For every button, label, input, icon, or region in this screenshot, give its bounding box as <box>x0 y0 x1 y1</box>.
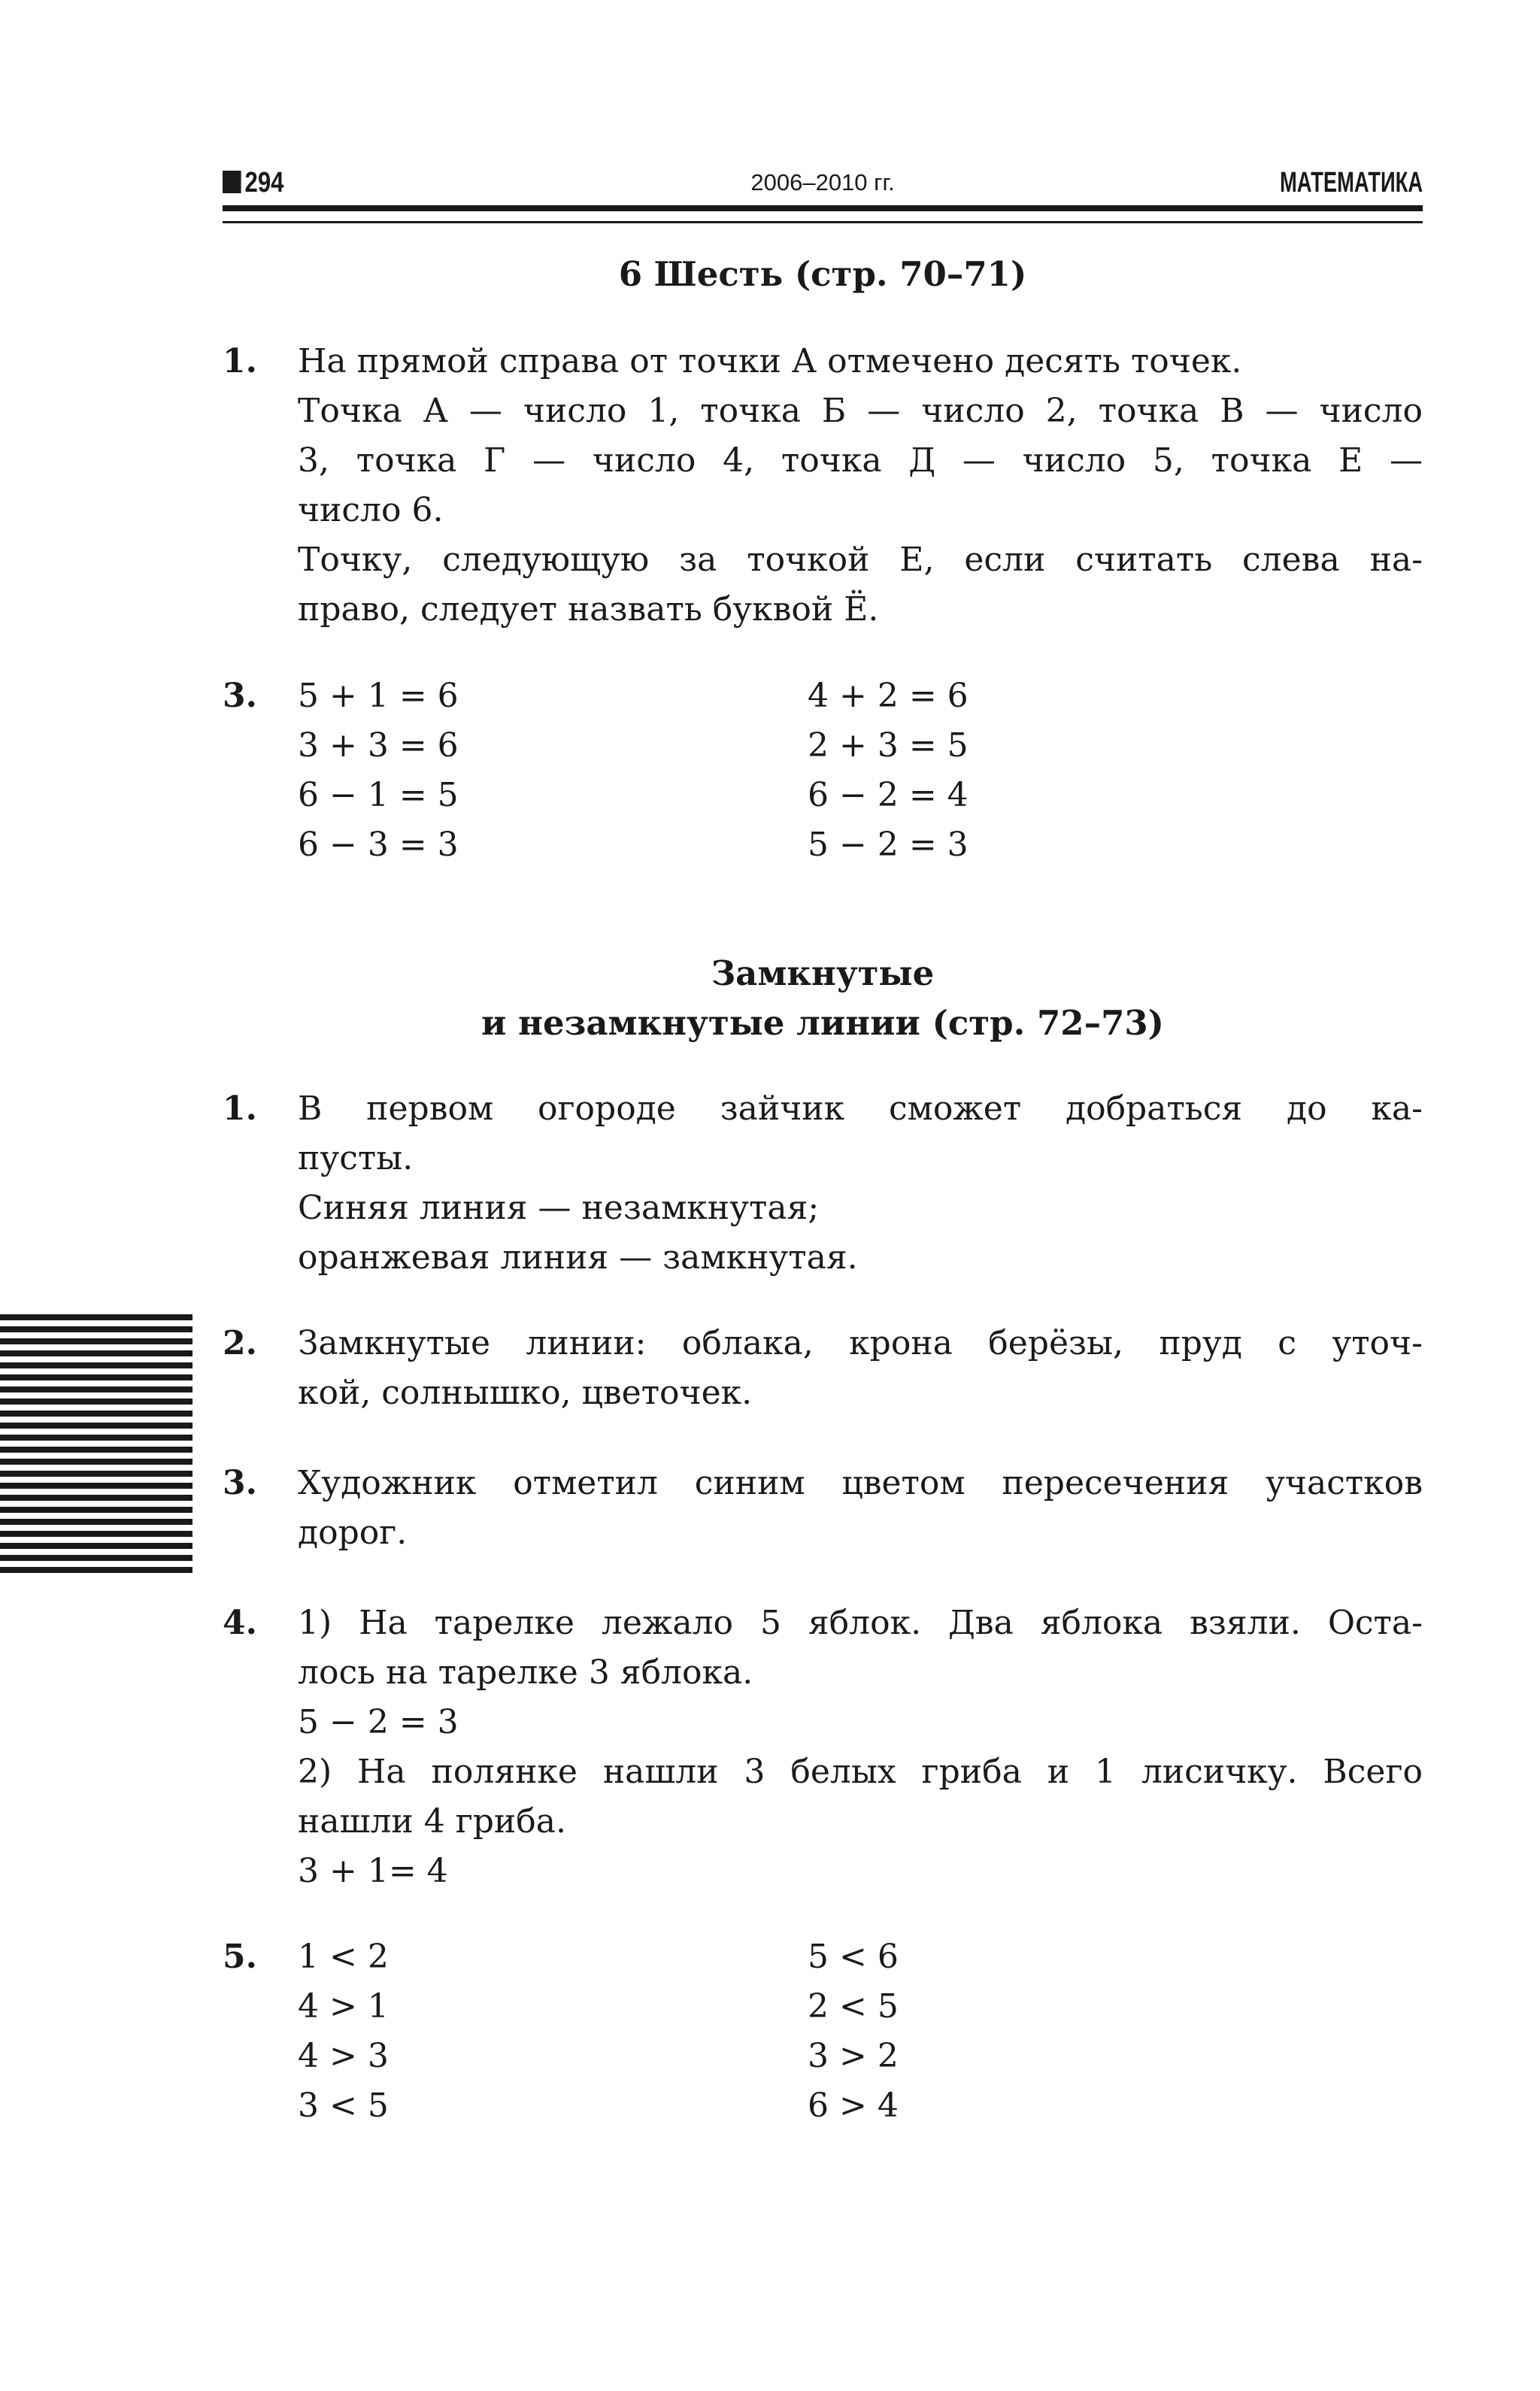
comparison: 4 > 3 <box>298 2037 389 2075</box>
text-line: нашли 4 гриба. <box>298 1802 566 1841</box>
exercise-item <box>223 1459 1423 1558</box>
text-line: 2) На полянке нашли 3 белых гриба и 1 лисичку. Всего <box>298 1753 1423 1791</box>
page-number-text: 294 <box>244 167 284 198</box>
text-line: право, следует назвать буквой Ё. <box>298 590 879 629</box>
section-title: 6 Шесть (стр. 70–71) <box>618 254 1027 294</box>
exercise-number: 4. <box>223 1604 257 1642</box>
exercise-item <box>223 337 1423 635</box>
side-thumb-tab <box>0 1314 192 1582</box>
equation: 6 − 1 = 5 <box>298 776 459 814</box>
comparison: 4 > 1 <box>298 1987 389 2026</box>
comparison: 6 > 4 <box>808 2086 899 2125</box>
section-title-line: Замкнутые <box>711 953 935 993</box>
comparison: 3 > 2 <box>808 2037 899 2075</box>
exercise-item <box>223 1319 1423 1418</box>
exercise-number: 3. <box>223 677 257 715</box>
exercise-item <box>223 671 1423 870</box>
equation: 4 + 2 = 6 <box>808 677 969 715</box>
comparison: 3 < 5 <box>298 2086 389 2125</box>
header-rule-thick <box>223 205 1423 211</box>
text-line: дорог. <box>298 1514 408 1552</box>
text-line: Точка А — число 1, точка Б — число 2, точка В — число <box>298 392 1423 430</box>
exercise-item <box>223 1932 1423 2131</box>
text-line: Художник отметил синим цветом пересечения участков <box>298 1464 1423 1502</box>
equation: 5 − 2 = 3 <box>808 826 969 864</box>
text-line: кой, солнышко, цветочек. <box>298 1374 753 1412</box>
header-years: 2006–2010 гг. <box>750 169 895 195</box>
text-line: 5 − 2 = 3 <box>298 1703 459 1741</box>
equation: 5 + 1 = 6 <box>298 677 459 715</box>
running-header <box>223 167 1423 198</box>
text-line: На прямой справа от точки А отмечено десять точек. <box>298 342 1242 380</box>
text-line: Синяя линия — незамкнутая; <box>298 1189 820 1227</box>
text-line: 3 + 1= 4 <box>298 1852 448 1890</box>
text-line: 1) На тарелке лежало 5 яблок. Два яблока взяли. Оста- <box>298 1604 1423 1642</box>
comparison: 2 < 5 <box>808 1987 899 2026</box>
text-line: Точку, следующую за точкой Е, если считать слева на- <box>298 541 1423 579</box>
equation: 3 + 3 = 6 <box>298 726 459 765</box>
text-line: оранжевая линия — замкнутая. <box>298 1238 858 1277</box>
equation: 2 + 3 = 5 <box>808 726 969 765</box>
exercise-number: 1. <box>223 342 257 380</box>
exercise-item <box>223 1084 1423 1283</box>
header-subject: МАТЕМАТИКА <box>1279 167 1423 198</box>
exercise-item <box>223 1599 1423 1896</box>
text-line: пусты. <box>298 1139 414 1177</box>
text-line: число 6. <box>298 491 444 529</box>
text-line: 3, точка Г — число 4, точка Д — число 5, точка Е — <box>298 441 1423 480</box>
exercise-number: 2. <box>223 1324 257 1362</box>
exercise-number: 5. <box>223 1938 257 1976</box>
comparison: 5 < 6 <box>808 1938 899 1976</box>
text-line: В первом огороде зайчик сможет добраться до ка- <box>298 1089 1423 1128</box>
equation: 6 − 2 = 4 <box>808 776 969 814</box>
text-line: Замкнутые линии: облака, крона берёзы, пруд с уточ- <box>298 1324 1423 1362</box>
comparison: 1 < 2 <box>298 1938 389 1976</box>
header-rule-thin <box>223 221 1423 223</box>
exercise-number: 1. <box>223 1089 257 1128</box>
text-line: лось на тарелке 3 яблока. <box>298 1653 753 1692</box>
equation: 6 − 3 = 3 <box>298 826 459 864</box>
exercise-number: 3. <box>223 1464 257 1502</box>
section-title-line: и незамкнутые линии (стр. 72–73) <box>481 1003 1164 1043</box>
